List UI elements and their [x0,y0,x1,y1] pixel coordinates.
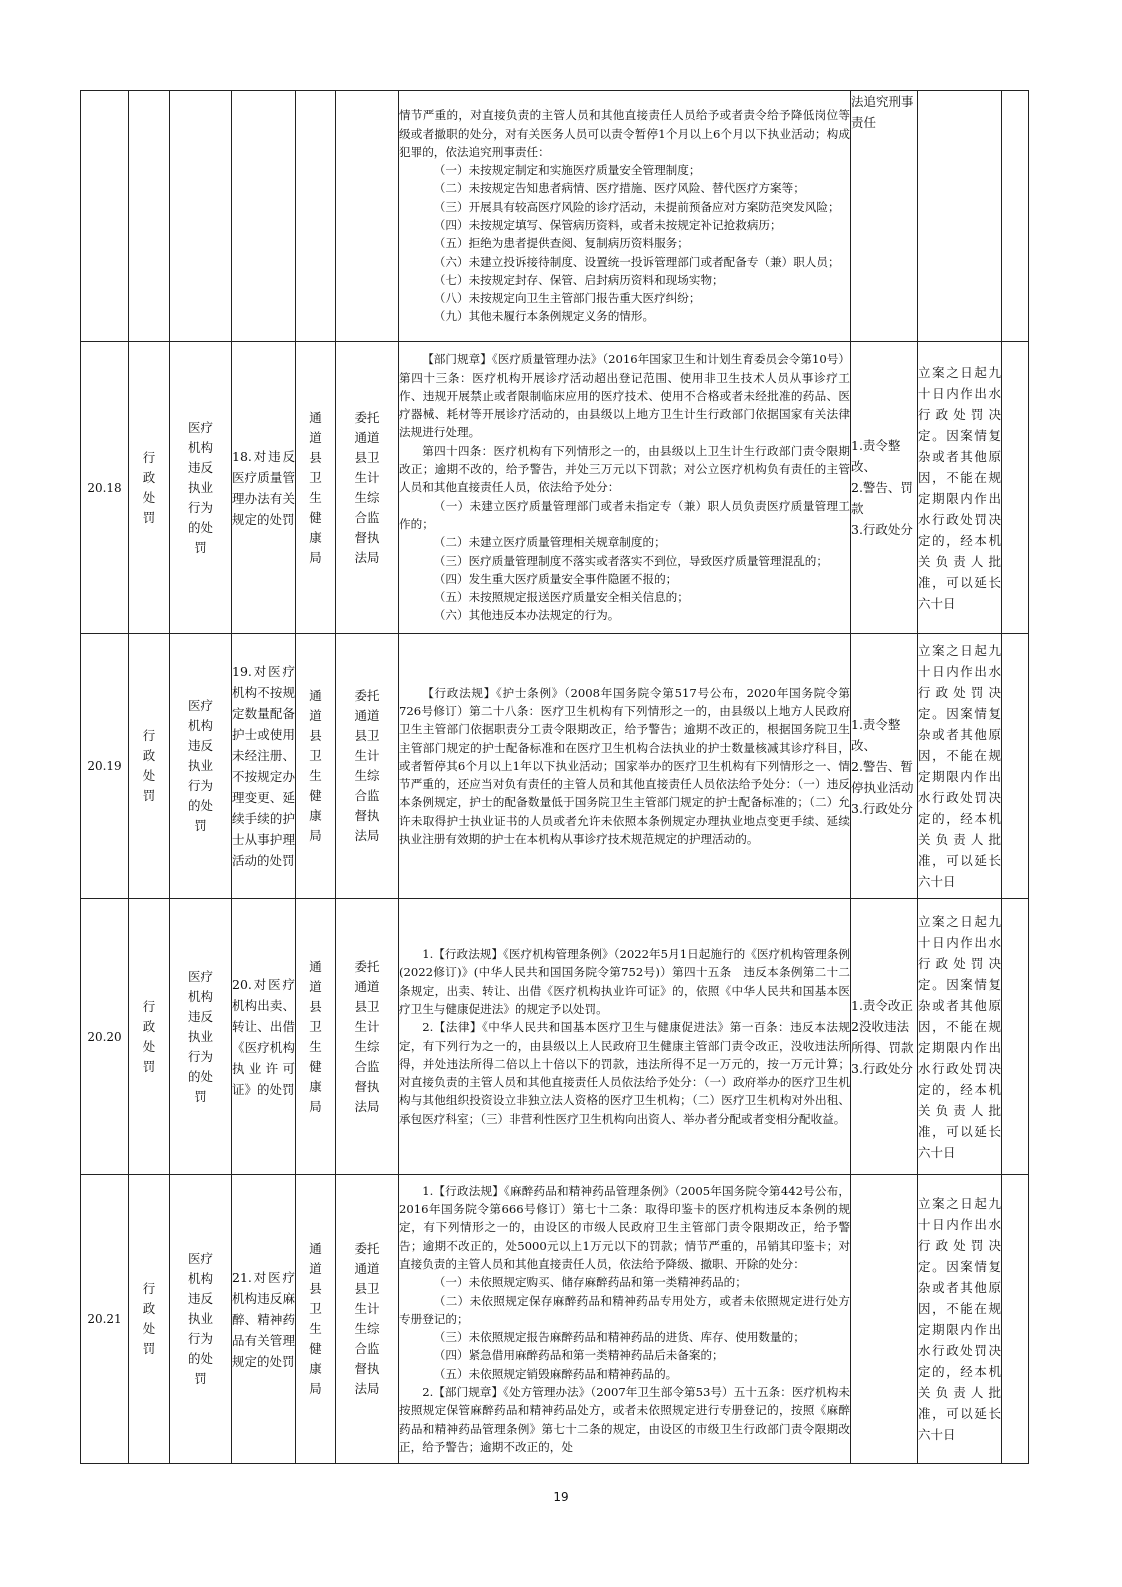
basis-paragraph: 情节严重的，对直接负责的主管人员和其他直接责任人员给予或者责令给予降低岗位等级或者撤职的处分，对有关医务人员可以责令暂停1个月以上6个月以下执业活动；构成犯罪的，依法追究刑事责任： [399,108,850,159]
cell-limit [918,91,1002,342]
basis-paragraph: 1.【行政法规】《医疗机构管理条例》（2022年5月1日起施行的《医疗机构管理条例(2022修订)》(中华人民共和国国务院令第752号)）第四十五条 违反本条例第二十二条规定，出卖、转让、出借《医疗机构执业许可证》的，依照《中华人民共和国基本医疗卫生与健康促进法》的规定予以处罚。 [399,947,850,1016]
cell-department [296,1175,336,1464]
department-text: 通道县卫生健康局 [309,958,322,1114]
row-number: 20.20 [87,1029,122,1044]
table-row [81,899,1029,1175]
cell-subcategory [170,91,232,342]
basis-paragraph: 【部门规章】《医疗质量管理办法》（2016年国家卫生和计划生育委员会令第10号）第四十三条：医疗机构开展诊疗活动超出登记范围、使用非卫生技术人员从事诊疗工作、违规开展禁止或者限制临床应用的医疗技术、使用不合格或者未经批准的药品、医疗器械、耗材等开展诊疗活动的，由县级以上地方卫生计生行政部门依据国家有关法律法规进行处理。 [399,352,850,440]
category-text: 行政处罚 [142,449,156,525]
table-row [81,342,1029,634]
basis-paragraph: （三）医疗质量管理制度不落实或者落实不到位，导致医疗质量管理混乱的； [433,553,828,568]
basis-paragraph: （二）未依照规定保存麻醉药品和精神药品专用处方，或者未依照规定进行处方专册登记的； [399,1293,850,1326]
cell-limit [918,1175,1002,1464]
cell-remark [1002,1175,1029,1464]
subcategory-text: 医疗机构违反执业行为的处罚 [187,968,213,1104]
category-text: 行政处罚 [142,1281,156,1356]
department-text: 通道县卫生健康局 [309,688,322,843]
department-text: 通道县卫生健康局 [309,409,322,565]
item-text: 19.对医疗机构不按规定数量配备护士或使用未经注册、不按规定办理变更、延续手续的护士从事护理活动的处罚 [232,664,295,868]
cell-category [129,634,170,899]
executor-text: 委托通道县卫生计生综合监督执法局 [354,409,380,565]
basis-paragraph: （九）其他未履行本条例规定义务的情形。 [433,309,655,324]
cell-number [81,1175,129,1464]
cell-type [851,342,918,634]
continuation-row [81,91,1029,342]
executor-text: 委托通道县卫生计生综合监督执法局 [354,958,380,1114]
cell-category [129,899,170,1175]
cell-type [851,899,918,1175]
cell-subcategory [170,899,232,1175]
cell-executor [336,899,399,1175]
basis-paragraph: （一）未建立医疗质量管理部门或者未指定专（兼）职人员负责医疗质量管理工作的； [399,498,850,531]
page-number: 19 [553,1490,569,1504]
basis-paragraph: （二）未建立医疗质量管理相关规章制度的； [433,535,666,550]
cell-limit [918,342,1002,634]
basis-paragraph: （三）未依照规定报告麻醉药品和精神药品的进货、库存、使用数量的； [433,1330,805,1345]
category-text: 行政处罚 [142,998,156,1074]
cell-basis [399,899,851,1175]
basis-paragraph: （六）未建立投诉接待制度、设置统一投诉管理部门或者配备专（兼）职人员； [433,254,840,269]
basis-paragraph: （三）开展具有较高医疗风险的诊疗活动，未提前预备应对方案防范突发风险； [433,199,840,214]
row-number: 20.18 [87,480,122,495]
basis-paragraph: （一）未按规定制定和实施医疗质量安全管理制度； [433,163,701,178]
basis-paragraph: （五）未依照规定销毁麻醉药品和精神药品的。 [433,1366,678,1381]
cell-basis [399,634,851,899]
cell-subcategory [170,1175,232,1464]
department-text: 通道县卫生健康局 [309,1241,322,1396]
basis-paragraph: （四）发生重大医疗质量安全事件隐匿不报的； [433,571,678,586]
basis-paragraph: 1.【行政法规】《麻醉药品和精神药品管理条例》（2005年国务院令第442号公布，2016年国务院令第666号修订）第七十二条：取得印鉴卡的医疗机构违反本条例的规定，有下列情形之一的，由设区的市级人民政府卫生主管部门责令限期改正，给予警告；逾期不改正的，处5000元以上1万元以下的罚款；情节严重的，吊销其印鉴卡；对直接负责的主管人员和其他直接责任人员，依法给予降级、撤职、开除的处分： [399,1183,850,1271]
type-text: 1.责令改正 2没收违法所得、罚款 3.行政处分 [851,997,914,1076]
row-number: 20.19 [87,759,122,773]
basis-paragraph: （六）其他违反本办法规定的行为。 [433,608,620,623]
basis-paragraph: （八）未按规定向卫生主管部门报告重大医疗纠纷； [433,291,701,306]
row-number: 20.21 [87,1312,122,1326]
cell-remark [1002,899,1029,1175]
cell-number [81,91,129,342]
cell-number [81,634,129,899]
cell-number [81,342,129,634]
subcategory-text: 医疗机构违反执业行为的处罚 [187,419,213,555]
cell-basis [399,91,851,342]
basis-paragraph: 2.【法律】《中华人民共和国基本医疗卫生与健康促进法》第一百条：违反本法规定，有下列行为之一的，由县级以上人民政府卫生健康主管部门责令改正，没收违法所得，并处违法所得二倍以上十倍以下的罚款，违法所得不足一万元的，按一万元计算；对直接负责的主管人员和其他直接责任人员依法给予处分：（一）政府举办的医疗卫生机构与其他组织投资设立非独立法人资格的医疗卫生机构；（二）医疗卫生机构对外出租、承包医疗科室；（三）非营利性医疗卫生机构向出资人、举办者分配或者变相分配收益。 [399,1020,850,1126]
subcategory-text: 医疗机构违反执业行为的处罚 [187,698,213,833]
limit-text: 立案之日起九十日内作出水行政处罚决定。因案情复杂或者其他原因，不能在规定期限内作出水行政处罚决定的，经本机关负责人批准，可以延长六十日 [918,643,1001,889]
limit-text: 立案之日起九十日内作出水行政处罚决定。因案情复杂或者其他原因，不能在规定期限内作出水行政处罚决定的，经本机关负责人批准，可以延长六十日 [918,364,1001,611]
power-list-table [80,90,1029,1464]
item-text: 21.对医疗机构违反麻醉、精神药品有关管理规定的处罚 [232,1269,295,1369]
cell-remark [1002,342,1029,634]
cell-executor [336,91,399,342]
type-text: 1.责令整改、 2.警告、暂停执业活动 3.行政处分 [851,716,914,816]
table-row [81,1175,1029,1464]
basis-paragraph: （七）未按规定封存、保管、启封病历资料和现场实物； [433,272,724,287]
cell-remark [1002,91,1029,342]
cell-department [296,899,336,1175]
cell-basis [399,342,851,634]
executor-text: 委托通道县卫生计生综合监督执法局 [354,1241,380,1396]
cell-item [232,91,296,342]
cell-number [81,899,129,1175]
basis-paragraph: （一）未依照规定购买、储存麻醉药品和第一类精神药品的； [433,1275,747,1290]
cell-subcategory [170,342,232,634]
cell-category [129,1175,170,1464]
cell-department [296,634,336,899]
item-text: 18.对违反医疗质量管理办法有关规定的处罚 [232,448,295,527]
table-row [81,634,1029,899]
basis-paragraph: （二）未按规定告知患者病情、医疗措施、医疗风险、替代医疗方案等； [433,181,805,196]
category-text: 行政处罚 [142,728,156,803]
cell-type [851,634,918,899]
cell-type [851,91,918,342]
type-text: 法追究刑事责任 [851,94,914,130]
cell-item [232,1175,296,1464]
cell-executor [336,342,399,634]
cell-department [296,91,336,342]
type-text: 1.责令整改、 2.警告、罚款 3.行政处分 [851,438,913,537]
cell-limit [918,899,1002,1175]
cell-basis [399,1175,851,1464]
cell-department [296,342,336,634]
basis-paragraph: （四）紧急借用麻醉药品和第一类精神药品后未备案的； [433,1348,724,1363]
cell-executor [336,1175,399,1464]
executor-text: 委托通道县卫生计生综合监督执法局 [354,688,380,843]
cell-executor [336,634,399,899]
cell-item [232,342,296,634]
item-text: 20.对医疗机构出卖、转让、出借《医疗机构执业许可证》的处罚 [232,976,295,1097]
cell-remark [1002,634,1029,899]
cell-limit [918,634,1002,899]
limit-text: 立案之日起九十日内作出水行政处罚决定。因案情复杂或者其他原因，不能在规定期限内作出水行政处罚决定的，经本机关负责人批准，可以延长六十日 [918,1196,1001,1442]
subcategory-text: 医疗机构违反执业行为的处罚 [187,1251,213,1386]
basis-paragraph: （四）未按规定填写、保管病历资料，或者未按规定补记抢救病历； [433,218,782,232]
basis-paragraph: （五）拒绝为患者提供查阅、复制病历资料服务； [433,236,689,251]
basis-paragraph: 【行政法规】《护士条例》（2008年国务院令第517号公布，2020年国务院令第726号修订）第二十八条：医疗卫生机构有下列情形之一的，由县级以上地方人民政府卫生主管部门依据职责分工责令限期改正，给予警告；逾期不改正的，根据国务院卫生主管部门规定的护士配备标准和在医疗卫生机构合法执业的护士数量核减其诊疗科目，或者暂停其6个月以上1年以下执业活动；国家举办的医疗卫生机构有下列情形之一、情节严重的，还应当对负有责任的主管人员和其他直接责任人员依法给予处分：（一）违反本条例规定，护士的配备数量低于国务院卫生主管部门规定的护士配备标准的；（二）允许未取得护士执业证书的人员或者允许未依照本条例规定办理执业地点变更手续、延续执业注册有效期的护士在本机构从事诊疗技术规范规定的护理活动的。 [399,685,850,847]
cell-item [232,899,296,1175]
cell-item [232,634,296,899]
basis-paragraph: 第四十四条：医疗机构有下列情形之一的，由县级以上卫生计生行政部门责令限期改正；逾期不改的，给予警告，并处三万元以下罚款；对公立医疗机构负有责任的主管人员和其他直接责任人员，依法给予处分： [399,443,850,495]
table-body [81,91,1029,1464]
cell-type [851,1175,918,1464]
cell-category [129,91,170,342]
limit-text: 立案之日起九十日内作出水行政处罚决定。因案情复杂或者其他原因，不能在规定期限内作出水行政处罚决定的，经本机关负责人批准，可以延长六十日 [918,913,1001,1160]
basis-paragraph: （五）未按照规定报送医疗质量安全相关信息的； [433,590,689,605]
basis-paragraph: 2.【部门规章】《处方管理办法》（2007年卫生部令第53号）五十五条：医疗机构未按照规定保管麻醉药品和精神药品处方，或者未依照规定进行专册登记的，按照《麻醉药品和精神药品管理条例》第七十二条的规定，由设区的市级卫生行政部门责令限期改正，给予警告；逾期不改正的，处 [399,1385,850,1454]
cell-subcategory [170,634,232,899]
cell-category [129,342,170,634]
